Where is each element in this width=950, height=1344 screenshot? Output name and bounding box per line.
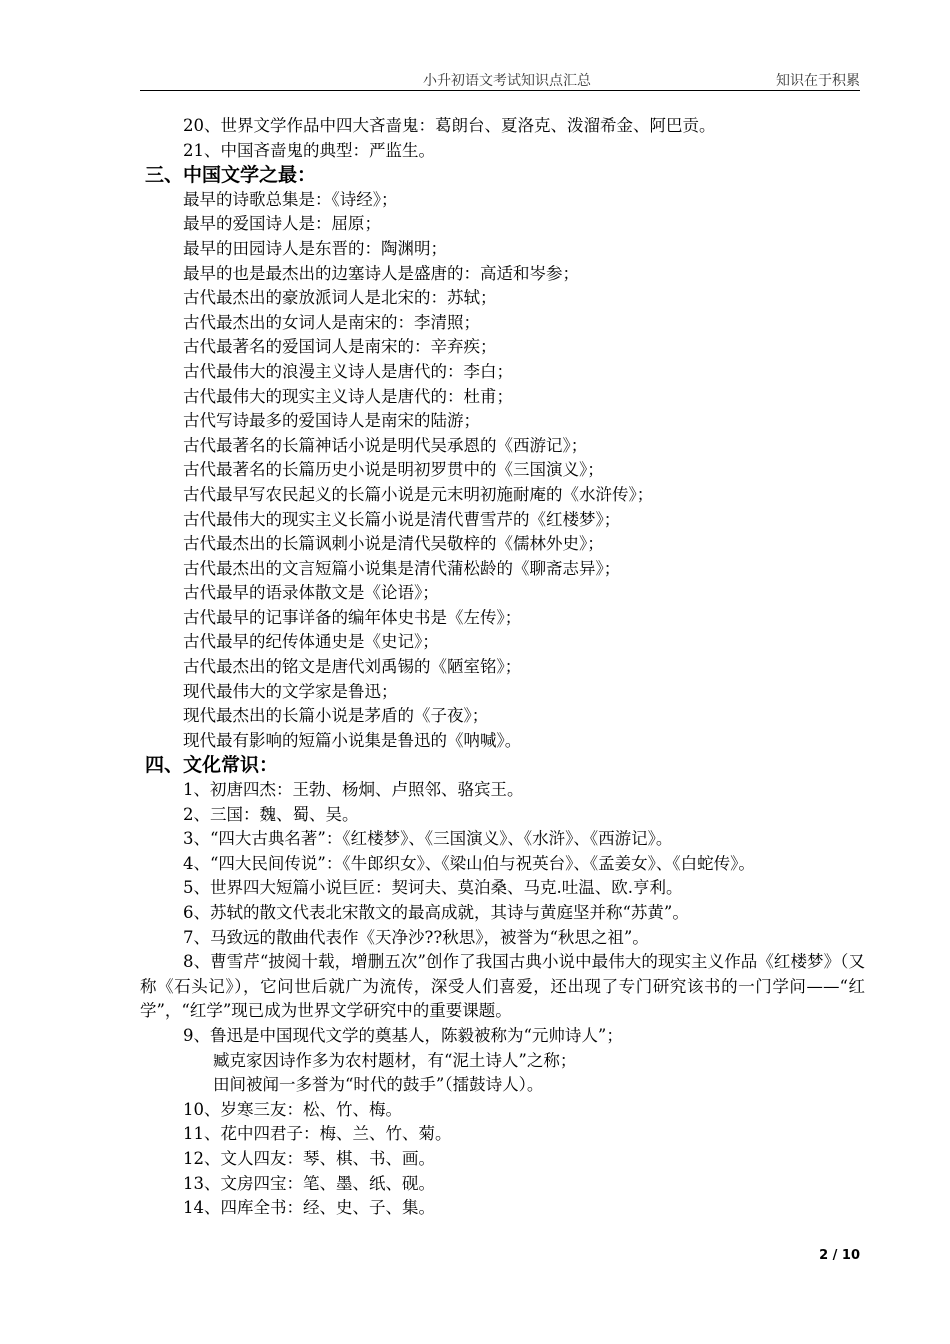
list-item: 古代最早的纪传体通史是《史记》；: [183, 632, 439, 652]
section-heading: 三、中国文学之最：: [145, 164, 317, 187]
list-item: 现代最伟大的文学家是鲁迅；: [183, 681, 398, 701]
list-item: 古代最杰出的铭文是唐代刘禹锡的《陋室铭》；: [183, 657, 522, 677]
list-item: 最早的也是最杰出的边塞诗人是盛唐的：高适和岑参；: [183, 263, 579, 283]
list-item: 古代最伟大的浪漫主义诗人是唐代的：李白；: [183, 361, 513, 381]
list-item: 1、初唐四杰：王勃、杨炯、卢照邻、骆宾王。: [183, 780, 524, 800]
list-item: 古代最杰出的文言短篇小说集是清代蒲松龄的《聊斋志异》；: [183, 558, 621, 578]
list-item: 古代写诗最多的爱国诗人是南宋的陆游；: [183, 411, 480, 431]
section-list: [140, 188, 865, 754]
header-title: 小升初语文考试知识点汇总: [423, 73, 591, 89]
list-item: 古代最杰出的女词人是南宋的：李清照；: [183, 312, 480, 332]
list-item: 古代最早写农民起义的长篇小说是元末明初施耐庵的《水浒传》；: [183, 484, 654, 504]
list-item: 5、世界四大短篇小说巨匠：契诃夫、莫泊桑、马克.吐温、欧.亨利。: [183, 878, 683, 898]
page-number: 2 / 10: [819, 1248, 860, 1263]
list-item: 古代最杰出的豪放派词人是北宋的：苏轼；: [183, 288, 497, 308]
list-item: 2、三国：魏、蜀、吴。: [183, 804, 359, 824]
list-item: 10、岁寒三友：松、竹、梅。: [183, 1099, 402, 1119]
list-item: 现代最有影响的短篇小说集是鲁迅的《呐喊》。: [183, 730, 522, 750]
list-item: 最早的爱国诗人是：屈原；: [183, 214, 381, 234]
page-header: [140, 70, 860, 91]
list-item: 4、“四大民间传说”：《牛郎织女》、《梁山伯与祝英台》、《孟姜女》、《白蛇传》。: [183, 853, 755, 873]
list-item: 13、文房四宝：笔、墨、纸、砚。: [183, 1173, 435, 1193]
list-item: 11、花中四君子：梅、兰、竹、菊。: [183, 1124, 452, 1144]
list-item-paragraph: 8、曹雪芹“披阅十载，增删五次”创作了我国古典小说中最伟大的现实主义作品《红楼梦》（又称《石头记》），它问世后就广为流传，深受人们喜爱，还出现了专门研究该书的一门学问——“红学”，“红学”现已成为世界文学研究中的重要课题。: [140, 952, 865, 1021]
list-item: 古代最伟大的现实主义长篇小说是清代曹雪芹的《红楼梦》；: [183, 509, 621, 529]
list-item: 古代最著名的长篇历史小说是明初罗贯中的《三国演义》；: [183, 460, 604, 480]
list-subitem: 田间被闻一多誉为“时代的鼓手”（擂鼓诗人）。: [213, 1075, 544, 1095]
header-motto: 知识在于积累: [776, 73, 860, 89]
list-item: 21、中国吝啬鬼的典型：严监生。: [183, 140, 435, 160]
list-item: 7、马致远的散曲代表作《天净沙??秋思》，被誉为“秋思之祖”。: [183, 927, 649, 947]
list-item: 古代最早的语录体散文是《论语》；: [183, 583, 439, 603]
list-item: 古代最杰出的长篇讽刺小说是清代吴敬梓的《儒林外史》；: [183, 534, 604, 554]
document-body: [140, 114, 865, 1221]
list-item: 3、“四大古典名著”：《红楼梦》、《三国演义》、《水浒》、《西游记》。: [183, 829, 673, 849]
section-list: [140, 778, 865, 1221]
list-item: 14、四库全书：经、史、子、集。: [183, 1198, 435, 1218]
list-item: 6、苏轼的散文代表北宋散文的最高成就，其诗与黄庭坚并称“苏黄”。: [183, 903, 689, 922]
list-item: 古代最著名的长篇神话小说是明代吴承恩的《西游记》；: [183, 435, 588, 455]
list-item: 古代最伟大的现实主义诗人是唐代的：杜甫；: [183, 386, 513, 406]
list-subitem: 臧克家因诗作多为农村题材，有“泥土诗人”之称；: [213, 1050, 577, 1070]
list-item: 12、文人四友：琴、棋、书、画。: [183, 1148, 435, 1168]
list-item: 9、鲁迅是中国现代文学的奠基人，陈毅被称为“元帅诗人”；: [183, 1025, 623, 1045]
list-item: 最早的诗歌总集是：《诗经》；: [183, 189, 398, 209]
list-item: 20、世界文学作品中四大吝啬鬼：葛朗台、夏洛克、泼溜希金、阿巴贡。: [183, 116, 716, 135]
list-item: 现代最杰出的长篇小说是茅盾的《子夜》；: [183, 706, 489, 726]
list-item: 古代最早的记事详备的编年体史书是《左传》；: [183, 607, 522, 627]
section-heading: 四、文化常识：: [145, 754, 279, 777]
list-item: 古代最著名的爱国词人是南宋的：辛弃疾；: [183, 337, 497, 357]
list-item: 最早的田园诗人是东晋的：陶渊明；: [183, 238, 447, 258]
